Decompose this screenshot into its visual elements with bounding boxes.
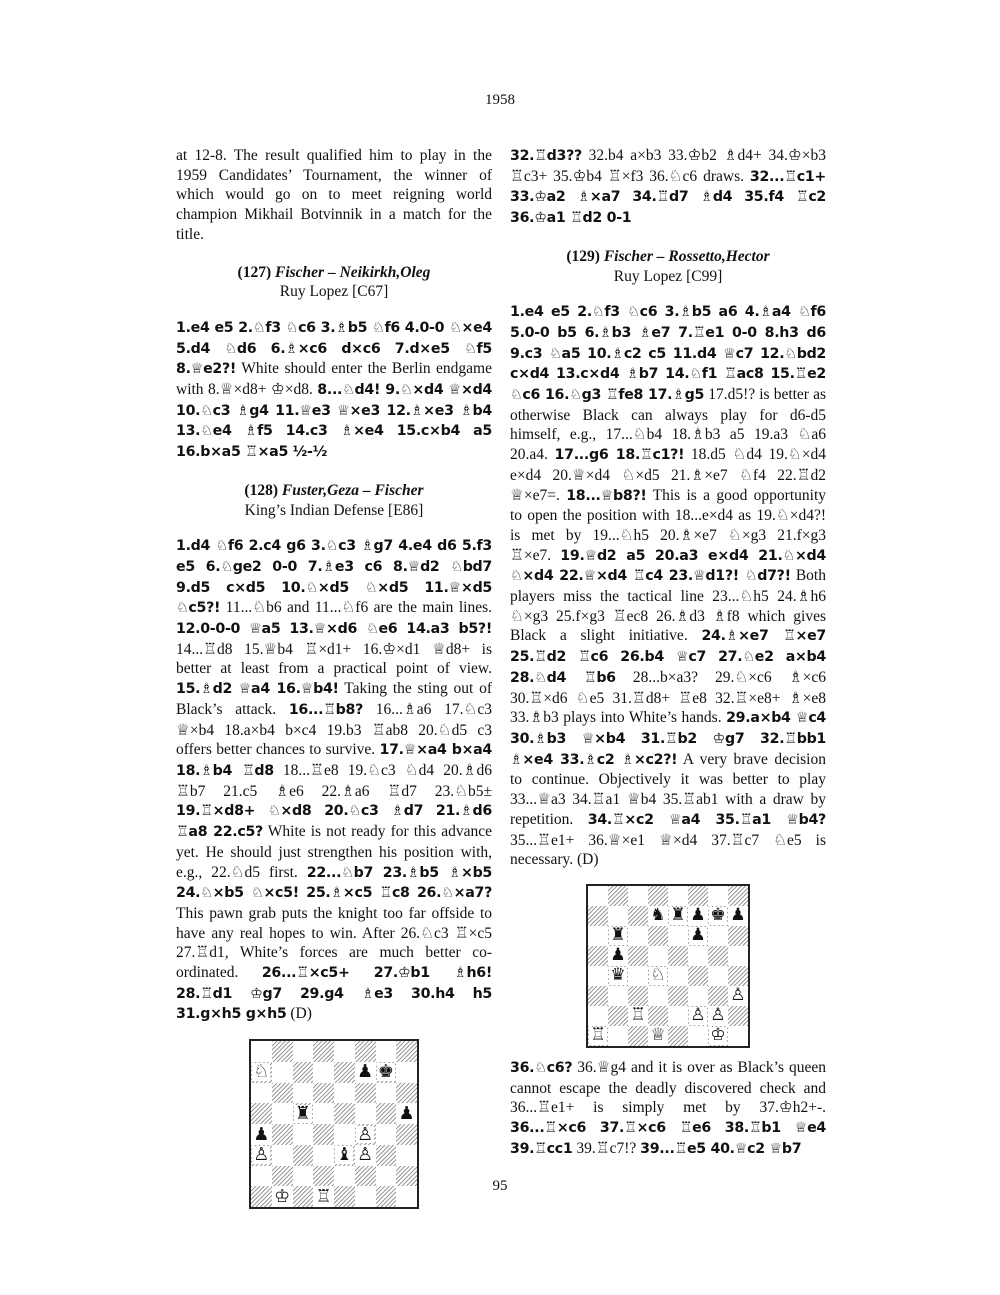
board-square-d3 (313, 1145, 334, 1166)
white-piece-h3: ♙ (730, 985, 746, 1006)
board-square-g3 (376, 1145, 397, 1166)
board-square-e7 (334, 1062, 355, 1083)
game-127-number: (127) (237, 263, 272, 281)
page-number: 95 (492, 1178, 508, 1194)
board-square-b8 (608, 886, 628, 906)
board-square-b7 (608, 906, 628, 926)
board-square-h7 (396, 1062, 417, 1083)
board-square-c8 (293, 1041, 314, 1062)
white-piece-a1: ♖ (590, 1025, 606, 1046)
board-square-f8 (355, 1041, 376, 1062)
black-piece-e3: ♝ (336, 1144, 353, 1166)
intro-paragraph: at 12-8. The result qualified him to play in the 1959 Candidates’ Tournament, the winner of which would go on to meet reigning world champion Mikhail Botvinnik in a match for the title. (176, 147, 492, 243)
game-127-moves: 1.e4 e5 2.♘f3 ♘c6 3.♗b5 ♘f6 4.0-0 ♘×e4 5.d4 ♘d6 6.♗×c6 d×c6 7.d×e5 ♘f5 8.♕e2?! White should enter the Berlin endgame with 8.♕×d8+ ♔×d8. 8...♘d4! 9.♘×d4 ♕×d4 10.♘c3 ♗g4 11.♕e3 ♕×e3 12.♗×e3 ♗b4 13.♘e4 ♗f5 14.c3 ♗×e4 15.c×b4 a5 16.b×a5 ♖×a5 ½-½ (176, 319, 492, 461)
board-square-h8 (728, 886, 748, 906)
black-piece-f6: ♟ (690, 925, 706, 946)
board-square-a6 (588, 926, 608, 946)
black-piece-b6: ♜ (610, 925, 626, 946)
game-128-moves: 1.d4 ♘f6 2.c4 g6 3.♘c3 ♗g7 4.e4 d6 5.f3 e5 6.♘ge2 0-0 7.♗e3 c6 8.♕d2 ♘bd7 9.d5 c×d5 10.♘×d5 ♘×d5 11.♕×d5 ♘c5?! 11...♘b6 and 11...♘f6 are the main lines. 12.0-0-0 ♕a5 13.♕×d6 ♘e6 14.a3 b5?! 14...♖d8 15.♕b4 ♖×d1+ 16.♔×d1 ♕d8+ is better at least from a practical point of view. 15.♗d2 ♕a4 16.♕b4! Taking the sting out of Black’s attack. 16...♖b8? 16...♗a6 17.♘c3 ♕×b4 18.a×b4 b×c4 19.b3 ♖ab8 20.♘d5 c3 offers better chances to survive. 17.♕×a4 b×a4 18.♗b4 ♖d8 18...♖e8 19.♘c3 ♘d4 20.♗d6 ♖b7 21.c5 ♗e6 22.♗a6 ♖d7 23.♘b5± 19.♖×d8+ ♘×d8 20.♘c3 ♗d7 21.♗d6 ♖a8 22.c5? White is not ready for this advance yet. He should just strengthen his position with, e.g., 22.♘d5 first. 22...♘b7 23.♗b5 ♗×b5 24.♘×b5 ♘×c5! 25.♗×c5 ♖c8 26.♘×a7? This pawn grab puts the knight too far offside to have any real hopes to win. After 26.♘c3 ♖×c5 27.♖d1, White’s forces are much better co-ordinated. 26...♖×c5+ 27.♔b1 ♗h6! 28.♖d1 ♔g7 29.g4 ♗e3 30.h4 h5 31.g×h5 g×h5 (D) (176, 538, 493, 1023)
board-square-f8 (688, 886, 708, 906)
game-129-number: (129) (566, 247, 600, 265)
white-piece-d4: ♘ (650, 965, 666, 986)
board-square-b2 (608, 1006, 628, 1026)
board-square-h6 (396, 1083, 417, 1104)
board-square-c3 (628, 986, 648, 1006)
white-piece-f4: ♙ (357, 1123, 374, 1145)
board-square-c4 (293, 1124, 314, 1145)
board-square-b3 (608, 986, 628, 1006)
board-square-f6 (355, 1083, 376, 1104)
board-square-e6 (334, 1083, 355, 1104)
board-square-b1 (608, 1026, 628, 1046)
board-square-d3 (648, 986, 668, 1006)
board-square-e4 (668, 966, 688, 986)
board-square-h6 (728, 926, 748, 946)
board-square-h3 (396, 1145, 417, 1166)
board-square-c7 (293, 1062, 314, 1083)
board-square-c7 (628, 906, 648, 926)
board-square-e1 (668, 1026, 688, 1046)
board-square-d2 (648, 1006, 668, 1026)
board-square-e4 (334, 1124, 355, 1145)
board-square-a3 (588, 986, 608, 1006)
black-piece-a4: ♟ (253, 1123, 270, 1145)
game-129-heading (510, 247, 826, 286)
board-square-c1 (628, 1026, 648, 1046)
black-piece-h5: ♟ (398, 1102, 415, 1124)
black-piece-g7: ♚ (377, 1061, 394, 1083)
white-piece-g2: ♙ (710, 1005, 726, 1026)
board-square-a8 (588, 886, 608, 906)
board-square-b7 (272, 1062, 293, 1083)
board-square-f1 (688, 1026, 708, 1046)
board-square-a7 (588, 906, 608, 926)
board-square-c4 (628, 966, 648, 986)
black-piece-f7: ♟ (357, 1061, 374, 1083)
white-piece-d1: ♕ (650, 1025, 666, 1046)
board-square-h2 (728, 1006, 748, 1026)
board-square-e2 (668, 1006, 688, 1026)
board-square-e5 (668, 946, 688, 966)
board-square-d8 (648, 886, 668, 906)
board-square-c6 (628, 926, 648, 946)
board-square-f5 (688, 946, 708, 966)
black-piece-g7: ♚ (710, 905, 726, 926)
board-square-d6 (313, 1083, 334, 1104)
board-square-a2 (588, 1006, 608, 1026)
white-piece-a3: ♙ (253, 1144, 270, 1166)
board-square-d5 (648, 946, 668, 966)
game-128-opening: King’s Indian Defense [E86] (244, 501, 424, 519)
white-piece-b1: ♔ (274, 1185, 291, 1207)
black-piece-b4: ♛ (610, 965, 626, 986)
board-square-d5 (313, 1103, 334, 1124)
running-header: 1958 (485, 92, 515, 108)
board-square-c8 (628, 886, 648, 906)
white-piece-f3: ♙ (357, 1144, 374, 1166)
game-129-moves: 1.e4 e5 2.♘f3 ♘c6 3.♗b5 a6 4.♗a4 ♘f6 5.0-0 b5 6.♗b3 ♗e7 7.♖e1 0-0 8.h3 d6 9.c3 ♘a5 10.♗c2 c5 11.d4 ♕c7 12.♘bd2 c×d4 13.c×d4 ♗b7 14.♘f1 ♖ac8 15.♖e2 ♘c6 16.♘g3 ♖fe8 17.♗g5 17.d5!? is better as otherwise Black can always play for d6-d5 himself, e.g., 17...♘b4 18.♗b3 a5 19.a3 ♘a6 20.a4. 17...g6 18.♖c1?! 18.d5 ♘d4 19.♘×d4 e×d4 20.♕×d4 ♘×d5 21.♗×e7 ♘f4 22.♖d2 ♕×e7=. 18...♕b8?! This is a good opportunity to open the position with 18...e×d4 as 19.♘×d4?! is met by 19...♘h5 20.♗×e7 ♘×g3 21.f×g3 ♖×e7. 19.♕d2 a5 20.a3 e×d4 21.♘×d4 ♘×d4 22.♕×d4 ♖c4 23.♕d1?! ♘d7?! Both players miss the tactical line 23...♘h5 24.♗h6 ♘×g3 25.f×g3 ♖ec8 26.♗d3 ♗f8 which gives Black a slight initiative. 24.♗×e7 ♖×e7 25.♖d2 ♖c6 26.b4 ♕c7 27.♘e2 a×b4 28.♘d4 ♖b6 28...b×a3? 29.♘×c6 ♗×c6 30.♖×d6 ♘e5 31.♖d8+ ♖e8 32.♖×e8+ ♗×e8 33.♗b3 plays into White’s hands. 29.a×b4 ♕c4 30.♗b3 ♕×b4 31.♖b2 ♔g7 32.♖bb1 ♗×e4 33.♗c2 ♗×c2?! A very brave decision to continue. Objectively it was better to play 33...♕a3 34.♖a1 ♕b4 35.♖ab1 with a draw by repetition. 34.♖×c2 ♕a4 35.♖a1 ♕b4? 35...♖e1+ 36.♕×e1 ♕×d4 37.♖c7 ♘e5 is necessary. (D) (510, 304, 827, 869)
board-square-h4 (728, 966, 748, 986)
board-square-h8 (396, 1041, 417, 1062)
white-piece-d1: ♖ (315, 1185, 332, 1207)
game-128-heading (176, 481, 492, 520)
game-129-players: Fischer – Rossetto,Hector (603, 247, 770, 265)
game-127-opening: Ruy Lopez [C67] (279, 283, 389, 301)
game-128-continuation: 32.♖d3?? 32.b4 a×b3 33.♔b2 ♗d4+ 34.♔×b3 ♖c3+ 35.♔b4 ♖×f3 36.♘c6 draws. 32...♖c1+ 33.♔a2 ♗×a7 34.♖d7 ♗d4 35.f4 ♖c2 36.♔a1 ♖d2 0-1 (510, 147, 826, 227)
board-square-b8 (272, 1041, 293, 1062)
board-square-h4 (396, 1124, 417, 1145)
board-square-c5 (628, 946, 648, 966)
board-square-g5 (376, 1103, 397, 1124)
board-square-d8 (313, 1041, 334, 1062)
game-128-players: Fuster,Geza – Fischer (281, 481, 424, 499)
black-piece-h7: ♟ (730, 905, 746, 926)
board-square-d7 (313, 1062, 334, 1083)
game-129-after-diagram: 36.♘c6? 36.♕g4 and it is over as Black’s queen cannot escape the deadly discovered check and 36...♖e1+ is simply met by 37.♔h2+-. 36...♖×c6 37.♖×c6 ♖e6 38.♖b1 ♕e4 39.♖cc1 39.♖c7!? 39...♖e5 40.♕c2 ♕b7 (510, 1058, 826, 1157)
board-square-e3 (668, 986, 688, 1006)
board-square-g6 (376, 1083, 397, 1104)
board-square-a6 (251, 1083, 272, 1104)
board-square-g3 (708, 986, 728, 1006)
black-piece-f7: ♟ (690, 905, 706, 926)
board-square-a5 (251, 1103, 272, 1124)
board-square-c3 (293, 1145, 314, 1166)
board-square-d4 (313, 1124, 334, 1145)
board-square-f4 (688, 966, 708, 986)
board-square-e5 (334, 1103, 355, 1124)
board-square-a4 (588, 966, 608, 986)
white-piece-f2: ♙ (690, 1005, 706, 1026)
board-square-g8 (708, 886, 728, 906)
board-square-h1 (728, 1026, 748, 1046)
board-square-f5 (355, 1103, 376, 1124)
board-square-a5 (588, 946, 608, 966)
board-square-g8 (376, 1041, 397, 1062)
right-column (510, 146, 826, 1159)
board-square-e8 (334, 1041, 355, 1062)
black-piece-e7: ♜ (670, 905, 686, 926)
black-piece-c5: ♜ (294, 1102, 311, 1124)
white-piece-a7: ♘ (253, 1061, 270, 1083)
board-square-d6 (648, 926, 668, 946)
game-129-opening: Ruy Lopez [C99] (613, 267, 723, 285)
board-square-b4 (272, 1124, 293, 1145)
game-127-players: Fischer – Neikirkh,Oleg (275, 263, 431, 281)
game-128-number: (128) (244, 481, 278, 499)
board-square-c6 (293, 1083, 314, 1104)
board-square-a8 (251, 1041, 272, 1062)
board-square-g4 (708, 966, 728, 986)
game-127-heading (176, 263, 492, 302)
board-square-g6 (708, 926, 728, 946)
board-square-h5 (728, 946, 748, 966)
white-piece-g1: ♔ (710, 1025, 726, 1046)
board-square-e8 (668, 886, 688, 906)
black-piece-d7: ♞ (650, 905, 666, 926)
board-square-b5 (272, 1103, 293, 1124)
left-column (176, 146, 492, 1219)
board-square-b3 (272, 1145, 293, 1166)
board-square-e6 (668, 926, 688, 946)
board-square-g4 (376, 1124, 397, 1145)
board-square-f3 (688, 986, 708, 1006)
black-piece-b5: ♟ (610, 945, 626, 966)
board-square-g5 (708, 946, 728, 966)
board-square-b6 (272, 1083, 293, 1104)
chess-diagram-2 (586, 884, 750, 1048)
white-piece-c2: ♖ (630, 1005, 646, 1026)
